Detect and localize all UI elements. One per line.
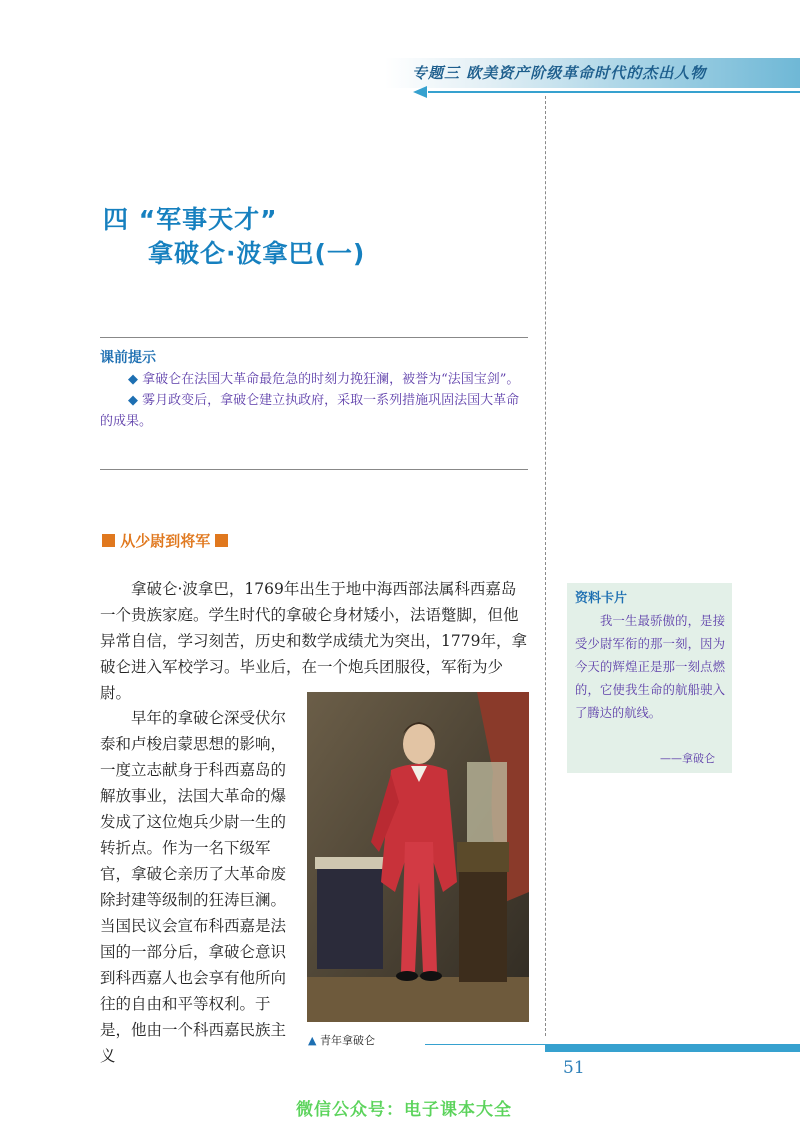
footer-thin-rule (425, 1044, 545, 1045)
footer-bar (545, 1044, 800, 1052)
tip-item (100, 390, 530, 432)
resource-card-quote: 我一生最骄傲的，是接受少尉军衔的那一刻，因为今天的辉煌正是那一刻点燃的，它使我生命的航船驶入了腾达的航线。 (575, 614, 725, 720)
page-number: 51 (563, 1058, 585, 1078)
section-heading-text: 从少尉到将军 (120, 532, 211, 550)
figure-caption (308, 1032, 375, 1048)
diamond-bullet-icon: ◆ (128, 393, 138, 408)
chapter-title-line1: 四 “军事天才” (103, 205, 278, 234)
resource-card-author: ——拿破仑 (660, 752, 715, 765)
chapter-title-line2: 拿破仑·波拿巴(一) (148, 239, 366, 268)
running-header-title: 专题三 欧美资产阶级革命时代的杰出人物 (412, 64, 707, 82)
resource-card-title: 资料卡片 (575, 591, 628, 606)
tip-text: 拿破仑在法国大革命最危急的时刻力挽狂澜，被誉为“法国宝剑”。 (142, 372, 520, 387)
napoleon-portrait-image (307, 692, 529, 1022)
margin-divider (545, 96, 546, 1036)
tips-bottom-rule (100, 469, 528, 470)
tips-heading: 课前提示 (100, 350, 156, 366)
diamond-bullet-icon: ◆ (128, 372, 138, 387)
body-paragraph-2: 早年的拿破仑深受伏尔泰和卢梭启蒙思想的影响，一度立志献身于科西嘉岛的解放事业，法国大革命的爆发成了这位炮兵少尉一生的转折点。作为一名下级军官，拿破仑亲历了大革命废除封建等级制的狂涛巨澜。当国民议会宣布科西嘉是法国的一部分后，拿破仑意识到科西嘉人也会享有他所向往的自由和平等权利。于是，他由一个科西嘉民族主义 (100, 709, 287, 1065)
body-paragraph-1: 拿破仑·波拿巴，1769年出生于地中海西部法属科西嘉岛一个贵族家庭。学生时代的拿破仑身材矮小，法语蹩脚，但他异常自信，学习刻苦，历史和数学成绩尤为突出，1779年，拿破仑进入军校学习。毕业后，在一个炮兵团服役，军衔为少尉。 (100, 580, 527, 702)
square-marker-icon (215, 534, 228, 547)
tip-item (100, 369, 530, 390)
triangle-marker-icon: ▲ (308, 1034, 317, 1047)
footer-watermark: 微信公众号：电子课本大全 (296, 1100, 512, 1120)
square-marker-icon (102, 534, 115, 547)
tips-list (100, 369, 530, 432)
tip-text: 雾月政变后，拿破仑建立执政府，采取一系列措施巩固法国大革命的成果。 (100, 393, 520, 429)
figure-caption-text: 青年拿破仑 (319, 1034, 375, 1047)
header-arrow-icon (413, 86, 427, 98)
header-rule (428, 91, 800, 93)
section-heading (102, 530, 228, 551)
tips-top-rule (100, 337, 528, 338)
